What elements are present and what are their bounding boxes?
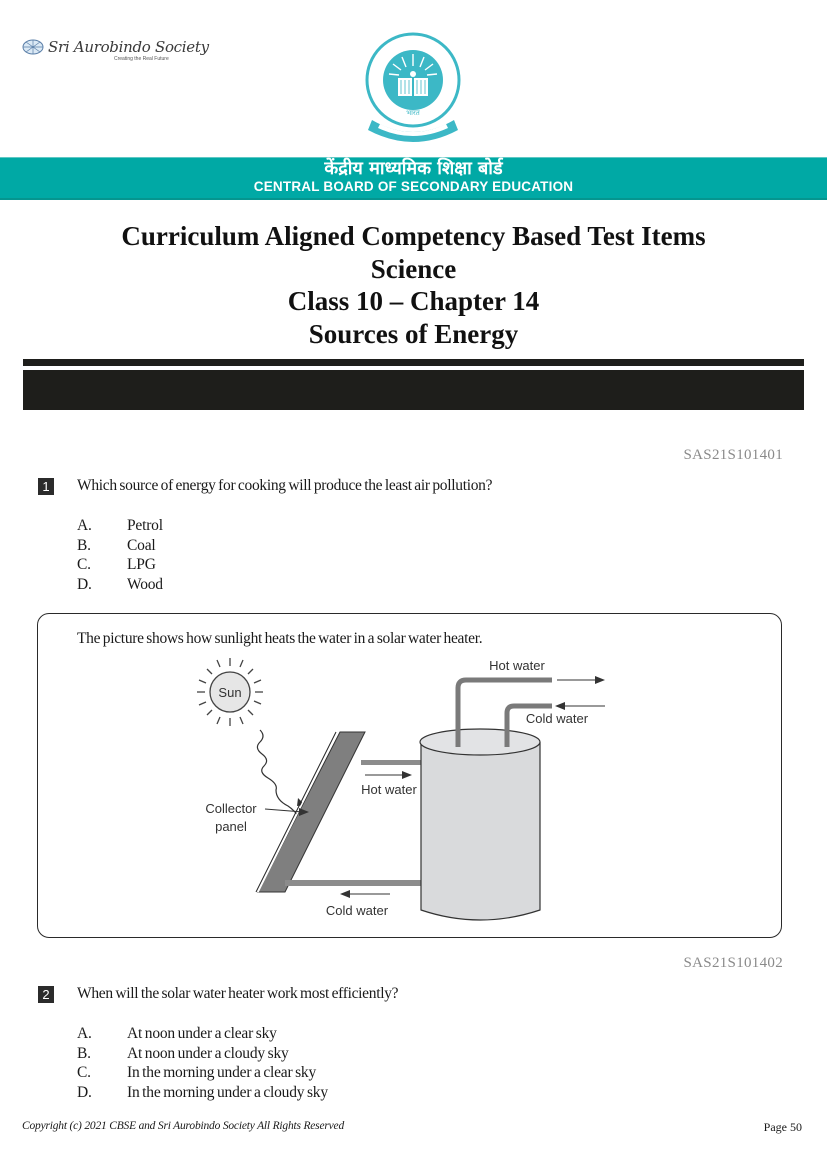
- banner-hindi-title: केंद्रीय माध्यमिक शिक्षा बोर्ड: [324, 158, 503, 179]
- copyright-text: Copyright (c) 2021 CBSE and Sri Aurobindo Society All Rights Reserved: [22, 1120, 344, 1132]
- option-c[interactable]: C. LPG: [77, 556, 156, 573]
- svg-text:Collector: Collector: [205, 801, 257, 816]
- question-text: Which source of energy for cooking will produce the least air pollution?: [77, 477, 493, 494]
- sun-icon: [197, 658, 263, 726]
- sri-aurobindo-society-logo: [22, 38, 209, 62]
- logo-tagline: Creating the Real Future: [114, 56, 169, 62]
- solar-water-heater-diagram: [185, 650, 620, 940]
- question-id: SAS21S101402: [683, 955, 783, 971]
- title-line-1: Curriculum Aligned Competency Based Test Items: [121, 221, 706, 251]
- svg-text:भारत: भारत: [406, 109, 420, 117]
- svg-text:Hot water: Hot water: [361, 782, 417, 797]
- question-number-badge: 1: [38, 478, 54, 495]
- title-class-chapter: Class 10 – Chapter 14: [287, 286, 540, 316]
- document-title-block: [0, 220, 827, 350]
- title-chapter-name: Sources of Energy: [308, 318, 519, 349]
- options-list: [77, 516, 163, 594]
- title-subject: Science: [370, 253, 457, 284]
- svg-text:Cold water: Cold water: [525, 711, 589, 726]
- logo-name: Sri Aurobindo Society: [48, 38, 209, 56]
- stimulus-text: The picture shows how sunlight heats the water in a solar water heater.: [77, 630, 483, 647]
- cbse-banner: [0, 157, 827, 200]
- svg-text:Sun: Sun: [218, 685, 242, 700]
- option-c[interactable]: C. In the morning under a clear sky: [77, 1064, 317, 1081]
- svg-text:Hot water: Hot water: [489, 658, 545, 673]
- option-a[interactable]: A. Petrol: [77, 517, 163, 534]
- banner-english-title: CENTRAL BOARD OF SECONDARY EDUCATION: [253, 179, 574, 194]
- option-b[interactable]: B. At noon under a cloudy sky: [77, 1044, 289, 1062]
- cbse-emblem-icon: [362, 32, 464, 144]
- question-number-badge: 2: [38, 986, 54, 1003]
- divider-thin: [23, 359, 804, 366]
- svg-text:Cold water: Cold water: [325, 903, 389, 918]
- option-d[interactable]: D. In the morning under a cloudy sky: [77, 1083, 328, 1101]
- question-id: SAS21S101401: [683, 447, 783, 463]
- option-b[interactable]: B. Coal: [77, 536, 156, 554]
- svg-text:panel: panel: [215, 819, 247, 834]
- option-a[interactable]: A. At noon under a clear sky: [77, 1025, 277, 1042]
- options-list: [77, 1024, 328, 1102]
- globe-logo-icon: [22, 39, 44, 55]
- divider-thick-bar: [23, 370, 804, 410]
- option-d[interactable]: D. Wood: [77, 575, 163, 593]
- page-number: Page 50: [763, 1120, 802, 1134]
- question-text: When will the solar water heater work most efficiently?: [77, 985, 399, 1002]
